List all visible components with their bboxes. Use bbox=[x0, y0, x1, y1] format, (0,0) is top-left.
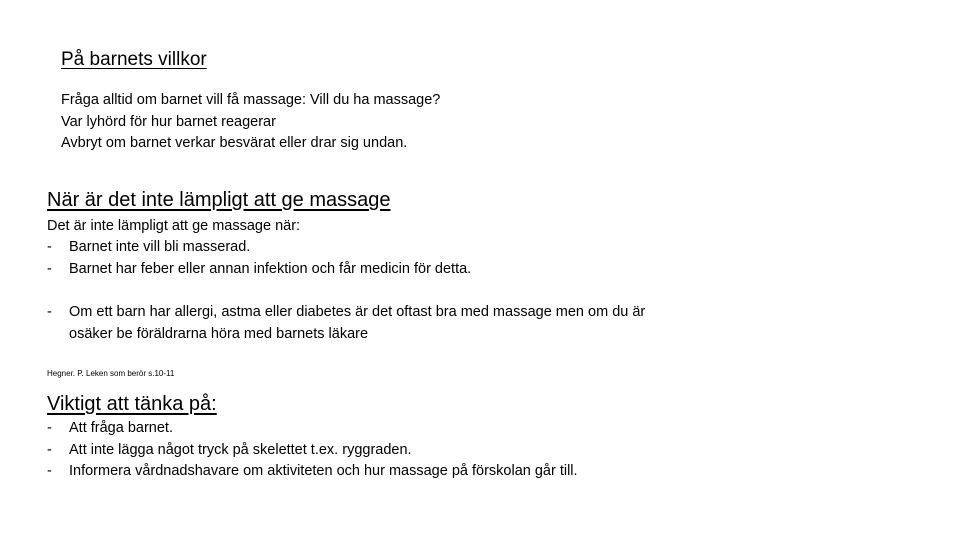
section-title-viktigt: Viktigt att tänka på: bbox=[47, 393, 217, 415]
list-item-text: Att fråga barnet. bbox=[69, 420, 173, 436]
list-item bbox=[47, 302, 645, 345]
list-item-text: Att inte lägga något tryck på skelettet t.ex. ryggraden. bbox=[69, 441, 412, 458]
list-item bbox=[47, 440, 578, 462]
section-title-olampligt: När är det inte lämpligt att ge massage bbox=[47, 189, 391, 211]
villkor-line-3: Avbryt om barnet verkar besvärat eller drar sig undan. bbox=[61, 135, 408, 151]
bullet-dash: - bbox=[47, 304, 52, 320]
list-item-text: Barnet inte vill bli masserad. bbox=[69, 239, 251, 255]
olampligt-note bbox=[47, 302, 645, 345]
olampligt-intro: Det är inte lämpligt att ge massage när: bbox=[47, 218, 301, 234]
bullet-dash: - bbox=[47, 239, 52, 255]
list-item-text: Barnet har feber eller annan infektion och får medicin för detta. bbox=[69, 260, 472, 277]
note-line-2: osäker be föräldrarna höra med barnets läkare bbox=[69, 325, 369, 342]
list-item-text: Informera vårdnadshavare om aktiviteten och hur massage på förskolan går till. bbox=[69, 463, 578, 479]
list-item bbox=[47, 259, 471, 281]
list-item bbox=[47, 461, 578, 483]
villkor-line-1: Fråga alltid om barnet vill få massage: Vill du ha massage? bbox=[61, 92, 441, 108]
bullet-dash: - bbox=[47, 420, 52, 436]
list-item bbox=[47, 418, 578, 440]
bullet-dash: - bbox=[47, 441, 52, 458]
bullet-dash: - bbox=[47, 260, 52, 277]
source-citation: Hegner. P. Leken som berör s.10-11 bbox=[47, 369, 175, 378]
olampligt-list bbox=[47, 237, 471, 280]
section-title-villkor: På barnets villkor bbox=[61, 49, 207, 70]
bullet-dash: - bbox=[47, 463, 52, 479]
villkor-text bbox=[61, 90, 440, 155]
villkor-line-2: Var lyhörd för hur barnet reagerar bbox=[61, 113, 276, 130]
viktigt-list bbox=[47, 418, 578, 483]
note-line-1: Om ett barn har allergi, astma eller diabetes är det oftast bra med massage men om du är bbox=[69, 304, 646, 320]
list-item bbox=[47, 237, 471, 259]
